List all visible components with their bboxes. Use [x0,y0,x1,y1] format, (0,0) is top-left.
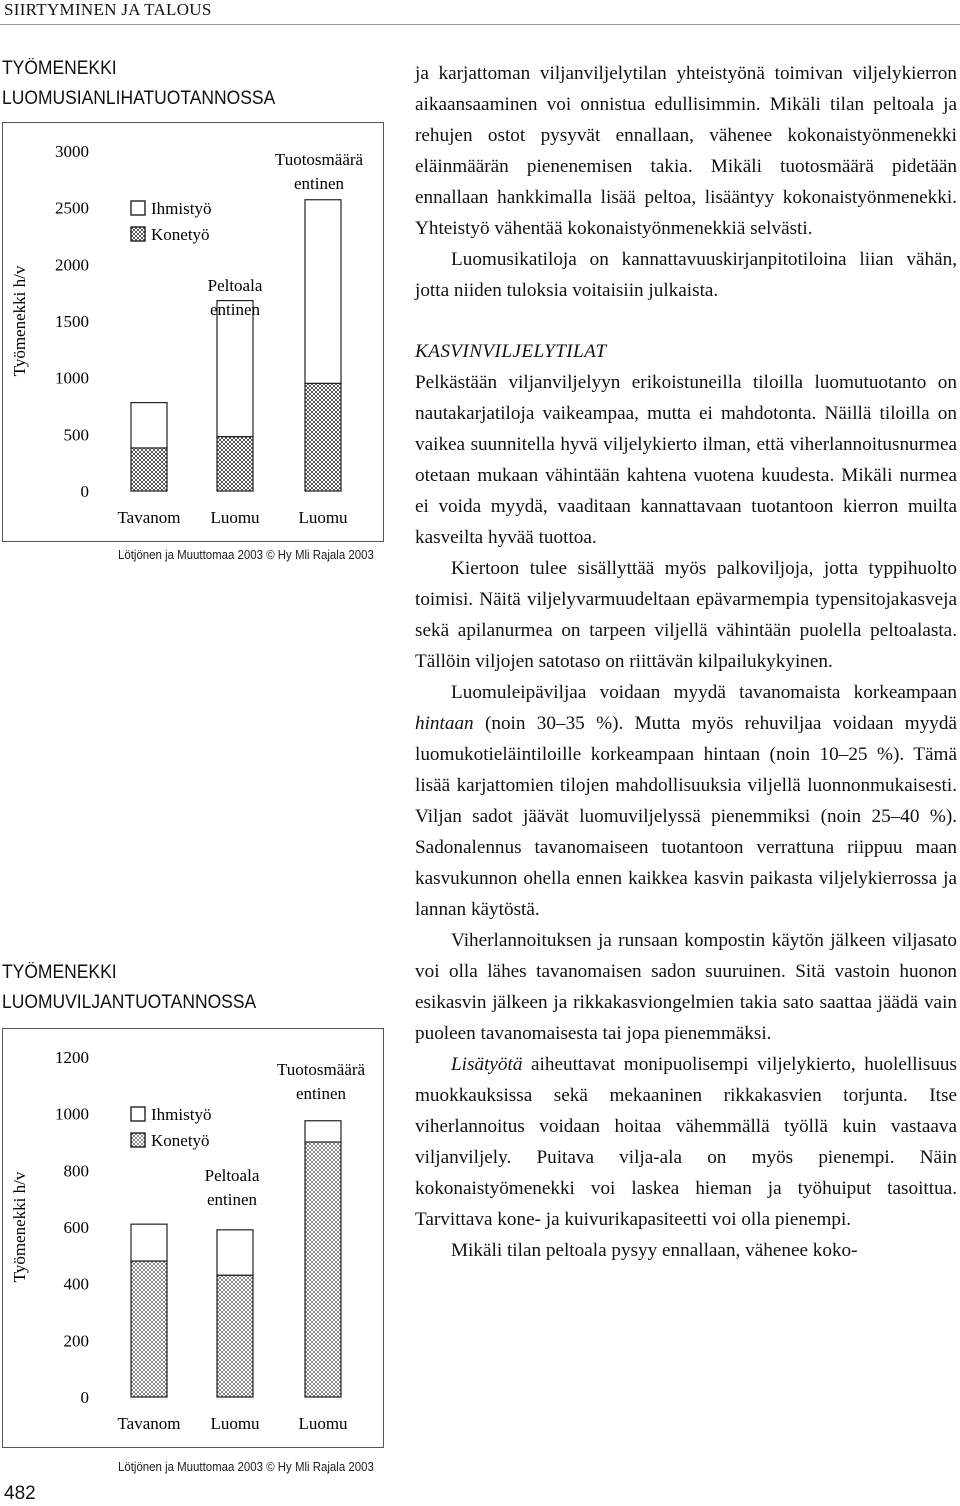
c1-legend-swatch-ihmistyo [131,201,145,215]
paragraph-3-part-b: (noin 30–35 %). Mutta myös rehuviljaa voidaan myydä luomukotieläintiloille korkeampaan hintaan (noin 10–25 %). Tämä lisää karjattomien tilojen mahdollisuuksia viljellä luonnonmukaisesti. Viljan sadot jäävät luomuviljelyssä pienemmiksi (noin 25–40 %). Sadonalennus tavanomaiseen tuotantoon verrattuna riippuu maan kasvukunnon ohella ennen kaikkea kasvin paikasta viljelykierrossa ja lannan käytöstä. [415,713,957,920]
c2-bar-ihmistyo [305,1121,341,1142]
c2-legend-swatch-konetyo [131,1133,145,1147]
figure1-credit: Lötjönen ja Muuttomaa 2003 © Hy Mli Rajala 2003 [118,547,374,562]
c2-ytick-label: 400 [63,1274,89,1294]
c1-annotation-line1: Peltoala [207,276,263,295]
paragraph-5-part-b: aiheuttavat monipuolisempi viljelykierto, huolellisuus muokkauksissa sekä mekaaninen rikkakasvien torjunta. Itse viherlannoitus voidaan hoitaa vähemmällä työllä kuin vastaava viljanviljely. Puitava vilja-ala on myös pienempi. Näin kokonaistyömenekki voi laskea hieman ja työhuiput tasoittua. Tarvittava kone- ja kuivurikapasiteetti voi olla pienempi. [415,1054,957,1230]
paragraph-3 [415,677,957,925]
figure1-chart-frame [2,122,384,542]
c2-annotation-line2: entinen [206,1190,258,1209]
c2-ytick-label: 800 [63,1161,89,1181]
c2-ytick-label: 0 [80,1388,89,1407]
c2-annotation-line2: entinen [295,1084,347,1103]
c2-category-label: Luomu [210,1414,260,1433]
c2-y-axis-label: Työmenekki h/v [10,1171,29,1283]
figure1-chart [3,123,383,541]
paragraph-intro: ja karjattoman viljanviljelytilan yhteistyönä toimivan viljelykierron aikaansaaminen voi onnistua edullisimmin. Mikäli tilan peltoala ja rehujen ostot pysyvät ennallaan, vähenee kokonaistyönmenekki eläinmäärän pienenemisen takia. Mikäli tuotosmäärä pidetään ennallaan hankkimalla lisää peltoa, lisääntyy kokonaistyönmenekki. Yhteistyö vähentää kokonaistyönmenekkiä selvästi. [415,63,957,239]
c1-bar-konetyo [305,383,341,491]
c2-ytick-label: 1000 [55,1104,89,1124]
paragraph-3-emphasis: hintaan [415,713,474,734]
c1-category-label: Luomu [298,508,348,527]
subheading-kasvinviljelytilat: KASVINVILJELYTILAT [415,341,607,362]
c2-category-label: Luomu [298,1414,348,1433]
c1-ytick-label: 2000 [55,255,89,275]
figure2-chart-frame [2,1028,384,1448]
c2-annotation-line1: Peltoala [204,1166,260,1185]
figure1-title-line2: LUOMUSIANLIHATUOTANNOSSA [2,88,276,109]
paragraph-5-emphasis: Lisätyötä [451,1054,523,1075]
figure2-title-line1: TYÖMENEKKI [2,962,117,983]
c1-annotation-line2: entinen [293,174,345,193]
c2-category-label: Tavanom [117,1414,181,1433]
running-header: SIIRTYMINEN JA TALOUS [4,0,212,19]
paragraph-6: Mikäli tilan peltoala pysyy ennallaan, vähenee koko- [451,1240,858,1261]
paragraph-1: Pelkästään viljanviljelyyn erikoistuneilla tiloilla luomutuotanto on nautakarjatiloja vaikeampaa, mutta ei mahdotonta. Näillä tiloilla on vaikea suunnitella hyvä viljelykierto ilman, että viherlannoitusnurmea otetaan mukaan vähintään kahtena vuotena kuudesta. Mikäli nurmea ei voida myydä, vaaditaan kannattavaan tuotantoon kierron muilta kasveilta hyvää tuottoa. [415,372,957,548]
header-rule [0,24,960,25]
c2-bar-ihmistyo [131,1224,167,1261]
c1-bar-ihmistyo [217,301,253,437]
c1-legend-swatch-konetyo [131,227,145,241]
c2-annotation-line1: Tuotosmäärä [276,1060,366,1079]
c2-bar-ihmistyo [217,1230,253,1275]
c2-ytick-label: 600 [63,1218,89,1237]
c1-annotation-line2: entinen [209,300,261,319]
c1-ytick-label: 3000 [55,142,89,161]
c1-category-label: Luomu [210,508,260,527]
c1-ytick-label: 500 [63,425,89,445]
figure1-title [2,54,275,114]
c1-category-label: Tavanom [117,508,181,527]
c2-legend-swatch-ihmistyo [131,1107,145,1121]
article-body [415,58,957,1266]
c1-legend-label-konetyo: Konetyö [151,225,210,244]
c2-ytick-label: 1200 [55,1048,89,1067]
c1-bar-konetyo [131,448,167,491]
paragraph-2: Kiertoon tulee sisällyttää myös palkoviljoja, jotta typpihuolto toimisi. Näitä viljelyvarmuudeltaan epävarmempia typensitojakasveja sekä apilanurmea on tarpeen viljellä vähintään puolella peltoalasta. Tällöin viljojen satotaso on riittävän kilpailukykyinen. [415,558,957,672]
c2-legend-label-konetyo: Konetyö [151,1131,210,1150]
figure2-title [2,958,256,1018]
c1-y-axis-label: Työmenekki h/v [10,265,29,377]
c1-ytick-label: 1000 [55,368,89,388]
c1-legend-label-ihmistyo: Ihmistyö [151,199,212,218]
figure2-chart [3,1029,383,1447]
c2-ytick-label: 200 [63,1331,89,1351]
c1-bar-ihmistyo [305,200,341,384]
figure2-title-line2: LUOMUVILJANTUOTANNOSSA [2,992,257,1013]
paragraph-4: Viherlannoituksen ja runsaan kompostin käytön jälkeen viljasato voi olla lähes tavanomaisen sadon suuruinen. Sitä vastoin huonon esikasvin jälkeen ja rikkakasviongelmien takia sato saattaa jäädä vain puoleen tavanomaisesta tai jopa pienemmäksi. [415,930,957,1044]
c1-ytick-label: 2500 [55,198,89,218]
paragraph-3-part-a: Luomuleipäviljaa voidaan myydä tavanomaista korkeampaan [451,682,957,703]
page-number: 482 [4,1483,36,1504]
c1-ytick-label: 1500 [55,312,89,331]
paragraph-5 [415,1049,957,1235]
c2-bar-konetyo [131,1261,167,1397]
c1-bar-ihmistyo [131,403,167,448]
c2-bar-konetyo [217,1275,253,1397]
c1-annotation-line1: Tuotosmäärä [274,150,364,169]
figure1-title-line1: TYÖMENEKKI [2,58,117,79]
figure2-credit: Lötjönen ja Muuttomaa 2003 © Hy Mli Rajala 2003 [118,1459,374,1474]
paragraph-luomusika: Luomusikatiloja on kannattavuuskirjanpitotiloina liian vähän, jotta niiden tuloksia voitaisiin julkaista. [415,249,957,301]
c2-bar-konetyo [305,1142,341,1397]
c2-legend-label-ihmistyo: Ihmistyö [151,1105,212,1124]
c1-ytick-label: 0 [80,482,89,501]
c1-bar-konetyo [217,437,253,491]
